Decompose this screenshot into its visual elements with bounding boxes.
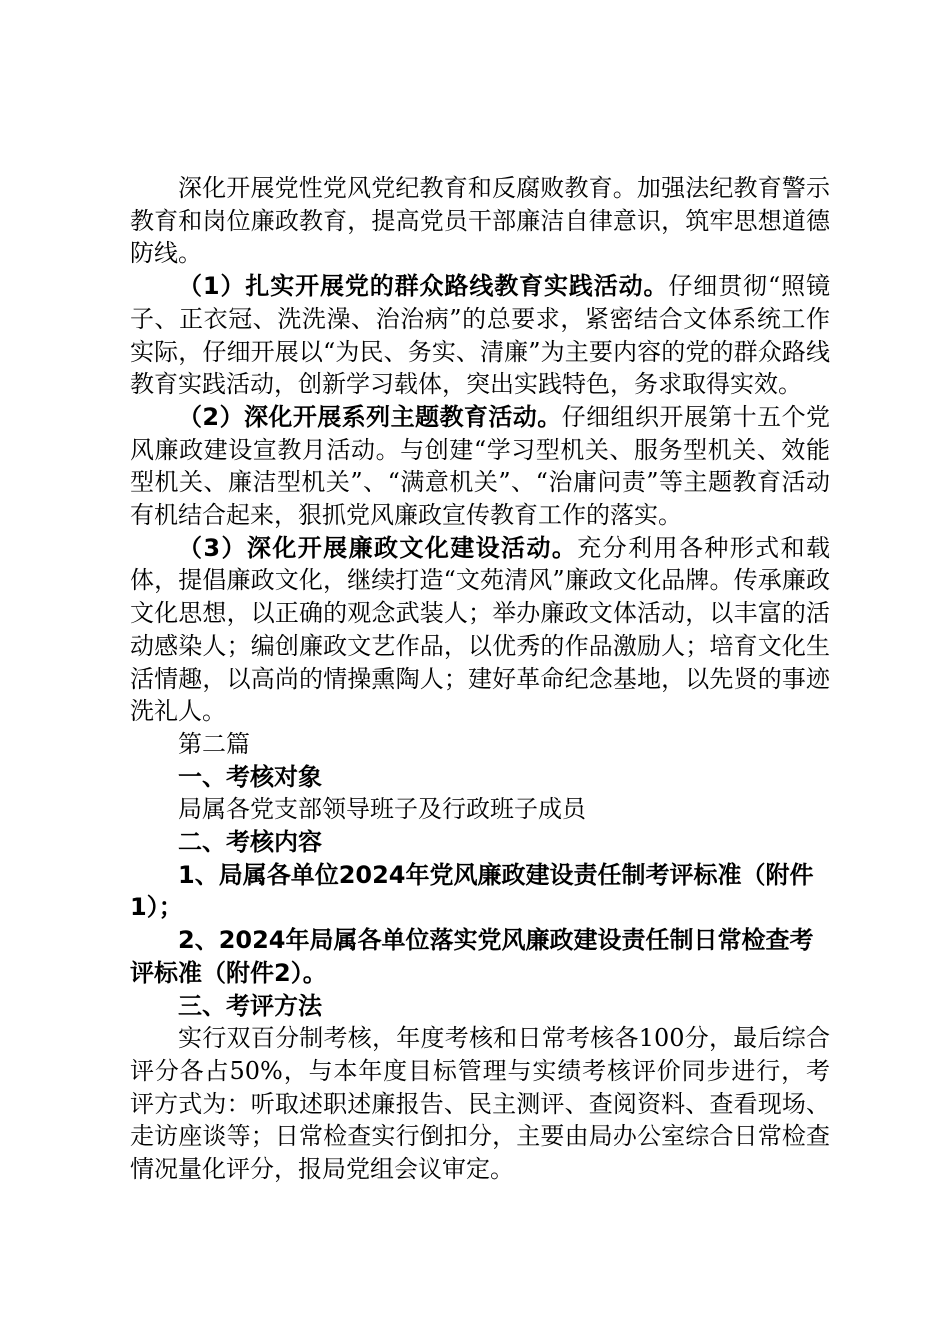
section-1-body: 局属各党支部领导班子及行政班子成员: [178, 795, 586, 824]
item-1-body: 仔细贯彻“照镜子、正衣冠、洗洗澡、治治病”的总要求，紧密结合文体系统工作实际，仔细开展以“为民、务实、清廉”为主要内容的党的群众路线教育实践活动，创新学习载体，突出实践特色，务求取得实效。: [130, 272, 830, 399]
section-2-item-1: 1、局属各单位2024年党风廉政建设责任制考评标准（附件1）；: [130, 860, 814, 922]
item-3-body: 充分利用各种形式和载体，提倡廉政文化，继续打造“文苑清风”廉政文化品牌。传承廉政文化思想，以正确的观念武装人；举办廉政文体活动，以丰富的活动感染人；编创廉政文艺作品，以优秀的作品激励人；培育文化生活情趣，以高尚的情操熏陶人；建好革命纪念基地，以先贤的事迹洗礼人。: [130, 533, 831, 726]
item-2-paragraph: [130, 401, 830, 532]
section-1-heading: 一、考核对象: [178, 762, 322, 791]
section-2-item-2: 2、2024年局属各单位落实党风廉政建设责任制日常检查考评标准（附件2）。: [130, 926, 814, 987]
item-2-title: （2）深化开展系列主题教育活动。: [178, 402, 562, 431]
document-page: [130, 172, 830, 1186]
item-3-title: （3）深化开展廉政文化建设活动。: [178, 533, 578, 562]
item-1-paragraph: [130, 270, 830, 401]
intro-paragraph: 深化开展党性党风党纪教育和反腐败教育。加强法纪教育警示教育和岗位廉政教育，提高党员干部廉洁自律意识，筑牢思想道德防线。: [130, 174, 830, 268]
section-3-body: 实行双百分制考核，年度考核和日常考核各100分，最后综合评分各占50%，与本年度目标管理与实绩考核评价同步进行，考评方式为：听取述职述廉报告、民主测评、查阅资料、查看现场、走访座谈等；日常检查实行倒扣分，主要由局办公室综合日常检查情况量化评分，报局党组会议审定。: [130, 1024, 830, 1184]
section-2-heading: 二、考核内容: [178, 828, 322, 857]
item-1-title: （1）扎实开展党的群众路线教育实践活动。: [178, 272, 669, 301]
part-two-label: 第二篇: [178, 729, 250, 758]
section-3-heading: 三、考评方法: [178, 991, 322, 1020]
item-2-body: 仔细组织开展第十五个党风廉政建设宣教月活动。与创建“学习型机关、服务型机关、效能型机关、廉洁型机关”、“满意机关”、“治庸问责”等主题教育活动有机结合起来，狠抓党风廉政宣传教育工作的落实。: [130, 402, 831, 530]
item-3-paragraph: [130, 532, 830, 728]
